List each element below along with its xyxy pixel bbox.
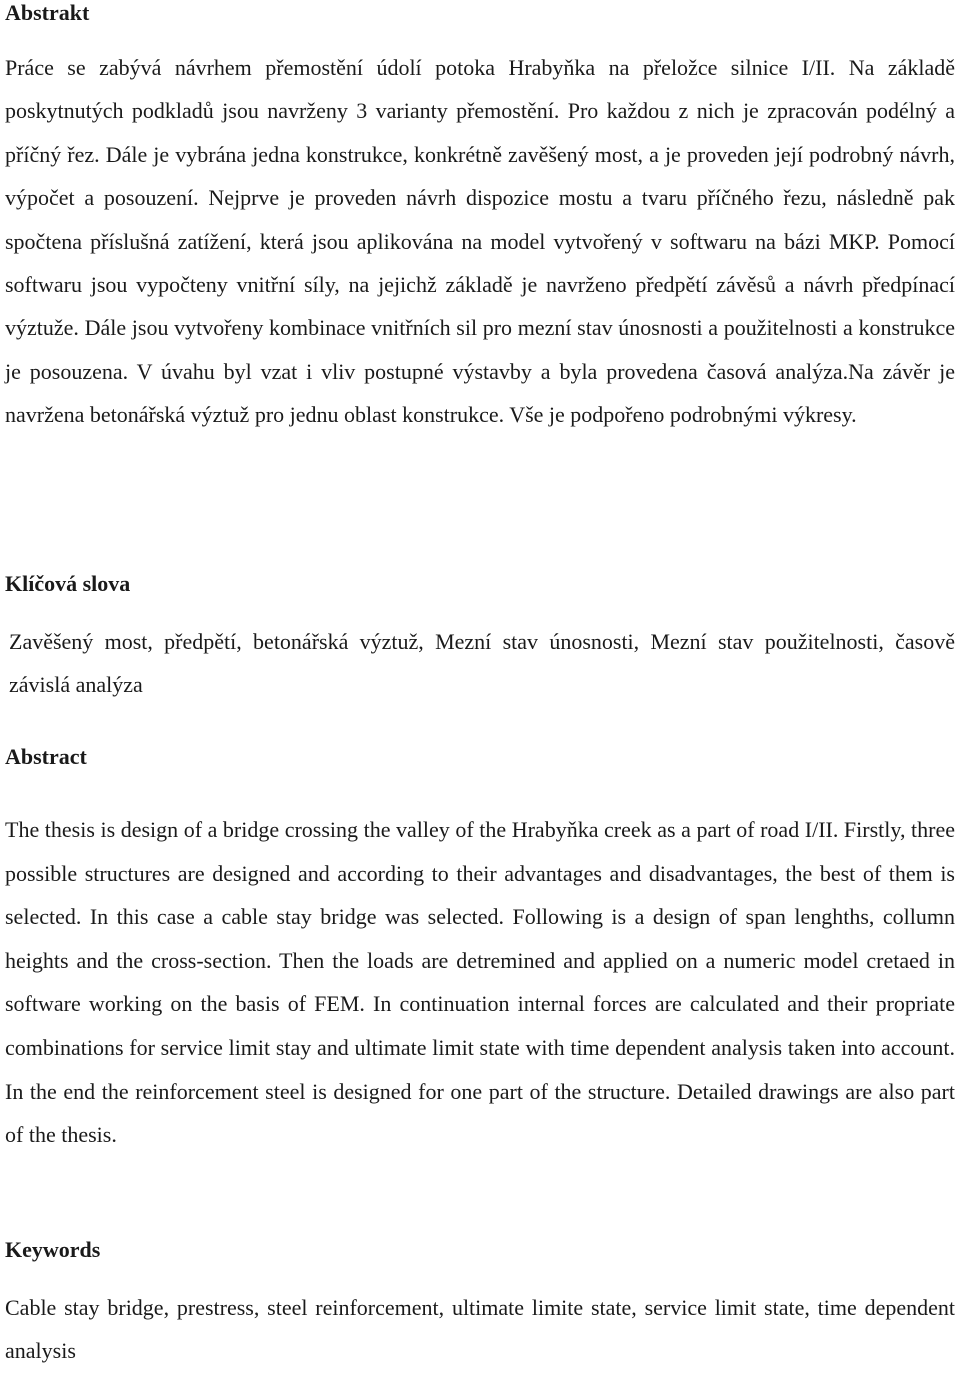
keywords-paragraph: Cable stay bridge, prestress, steel reinforcement, ultimate limite state, service limit state, time dependent analysis xyxy=(5,1295,955,1364)
abstrakt-paragraph: Práce se zabývá návrhem přemostění údolí potoka Hrabyňka na přeložce silnice I/II. Na základě poskytnutých podkladů jsou navrženy 3 varianty přemostění. Pro každou z nich je zpracován podélný a příčný řez. Dále je vybrána jedna konstrukce, konkrétně zavěšený most, a je proveden její podrobný návrh, výpočet a posouzení. Nejprve je proveden návrh dispozice mostu a tvaru příčného řezu, následně pak spočtena příslušná zatížení, která jsou aplikována na model vytvořený v softwaru na bázi MKP. Pomocí softwaru jsou vypočteny vnitřní síly, na jejichž základě je navrženo předpětí závěsů a návrh předpínací výztuže. Dále jsou vytvořeny kombinace vnitřních sil pro mezní stav únosnosti a použitelnosti a konstrukce je posouzena. V úvahu byl vzat i vliv postupné výstavby a byla provedena časová analýza.Na závěr je navržena betonářská výztuž pro jednu oblast konstrukce. Vše je podpořeno podrobnými výkresy. xyxy=(5,55,955,428)
keywords-heading: Keywords xyxy=(5,1237,101,1262)
klicova-slova-paragraph: Zavěšený most, předpětí, betonářská výztuž, Mezní stav únosnosti, Mezní stav použitelnosti, časově závislá analýza xyxy=(9,629,955,698)
abstrakt-heading: Abstrakt xyxy=(5,0,90,25)
abstract-heading: Abstract xyxy=(5,744,87,769)
abstract-paragraph: The thesis is design of a bridge crossing the valley of the Hrabyňka creek as a part of road I/II. Firstly, three possible structures are designed and according to their advantages and disadvantages, the best of them is selected. In this case a cable stay bridge was selected. Following is a design of span lenghths, collumn heights and the cross-section. Then the loads are detremined and applied on a numeric model cretaed in software working on the basis of FEM. In continuation internal forces are calculated and their propriate combinations for service limit stay and ultimate limit state with time dependent analysis taken into account. In the end the reinforcement steel is designed for one part of the structure. Detailed drawings are also part of the thesis. xyxy=(5,817,955,1148)
klicova-slova-heading: Klíčová slova xyxy=(5,571,131,596)
